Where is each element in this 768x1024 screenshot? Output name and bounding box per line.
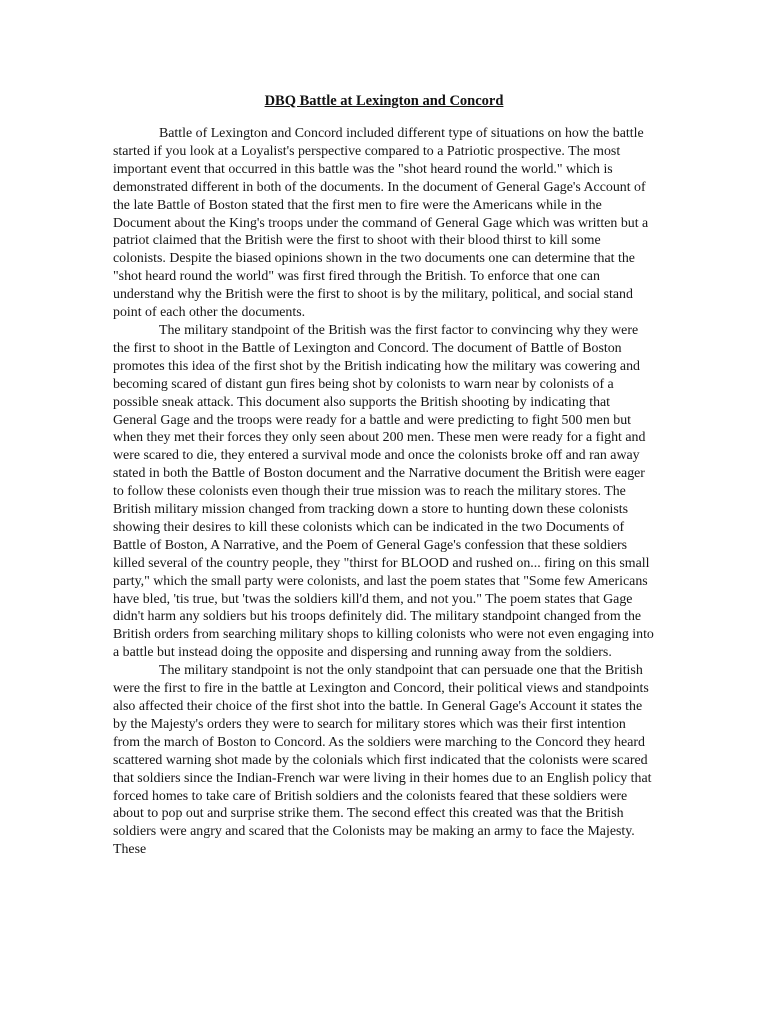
paragraph-political: The military standpoint is not the only standpoint that can persuade one that the British were the first to fire in the battle at Lexington and Concord, their political views and standpoints also affected their choice of the first shot into the battle. In General Gage's Account it states the by the Majesty's orders they were to search for military stores which was their first intention from the march of Boston to Concord. As the soldiers were marching to the Concord they heard scattered warning shot made by the colonials which first indicated that the colonists were scared that soldiers since the Indian-French war were living in their homes due to an English policy that forced homes to take care of British soldiers and the colonists feared that these soldiers were about to pop out and surprise strike them. The second effect this created was that the British soldiers were angry and scared that the Colonists may be making an army to face the Majesty. These xyxy=(113,663,652,858)
paragraph-intro: Battle of Lexington and Concord included different type of situations on how the battle started if you look at a Loyalist's perspective compared to a Patriotic prospective. The most important event that occurred in this battle was the "shot heard round the world." which is demonstrated different in both of the documents. In the document of General Gage's Account of the late Battle of Boston stated that the first men to fire were the Americans while in the Document about the King's troops under the command of General Gage which was written but a patriot claimed that the British were the first to shoot with their blood thirst to kill some colonists. Despite the biased opinions shown in the two documents one can determine that the "shot heard round the world" was first fired through the British. To enforce that one can understand why the British were the first to shoot is by the military, political, and social stand point of each other the documents. xyxy=(113,126,649,321)
document-title: DBQ Battle at Lexington and Concord xyxy=(264,93,504,109)
paragraph-military: The military standpoint of the British was the first factor to convincing why they were the first to shoot in the Battle of Lexington and Concord. The document of Battle of Boston promotes this idea of the first shot by the British indicating how the military was cowering and becoming scared of distant gun fires being shot by colonists to warn near by colonists of a possible sneak attack. This document also supports the British shooting by indicating that General Gage and the troops were ready for a battle and were predicting to fight 500 men but when they met their forces they only seen about 200 men. These men were ready for a fight and were scared to die, they entered a survival mode and once the colonists broke off and ran away stated in both the Battle of Boston document and the Narrative document the British were eager to follow these colonists even though their true mission was to reach the military stores. The British military mission changed from tracking down a store to hunting down these colonists showing their desires to kill these colonists which can be indicated in the two Documents of Battle of Boston, A Narrative, and the Poem of General Gage's confession that these soldiers killed several of the country people, they "thirst for BLOOD and rushed on... firing on this small party," which the small party were colonists, and last the poem states that "Some few Americans have bled, 'tis true, but 'twas the soldiers kill'd them, and not you." The poem states that Gage didn't harm any soldiers but his troops definitely did. The military standpoint changed from the British orders from searching military shops to killing colonists who were not even engaging into a battle but instead doing the opposite and dispersing and running away from the soldiers. xyxy=(113,322,654,661)
document-body xyxy=(113,125,655,859)
